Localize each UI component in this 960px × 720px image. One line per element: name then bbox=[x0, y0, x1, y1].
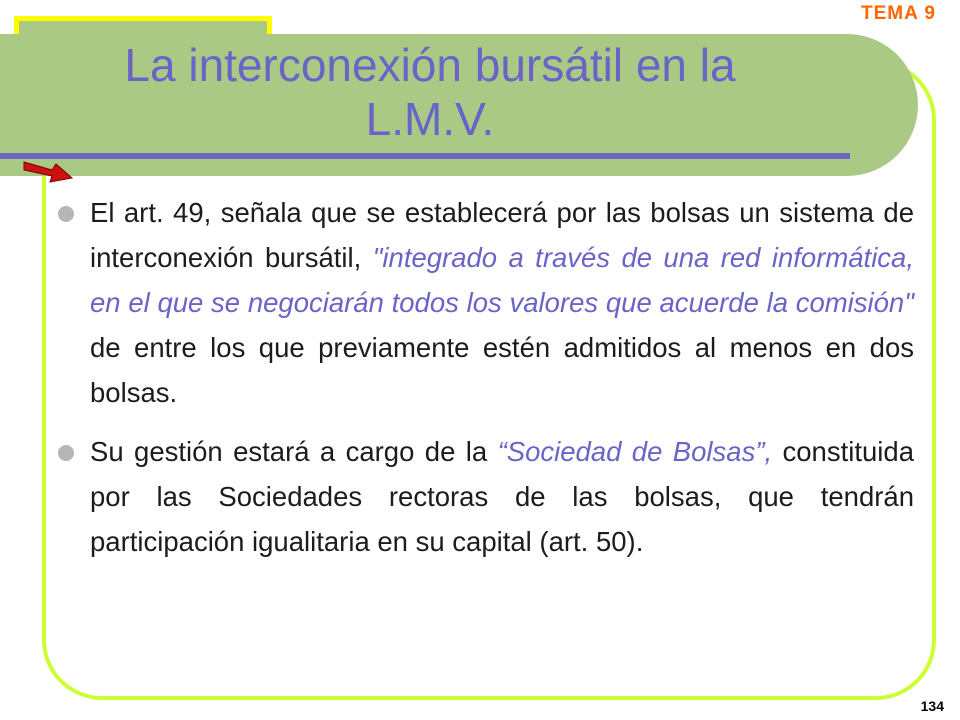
page-number: 134 bbox=[920, 698, 944, 714]
bullet-2-quote: “Sociedad de Bolsas”, bbox=[497, 436, 773, 467]
bullet-2-text: Su gestión estará a cargo de la bbox=[90, 436, 498, 467]
title-line-1: La interconexión bursátil en la bbox=[124, 39, 736, 91]
bullet-item-1 bbox=[58, 190, 914, 415]
bullet-item-2 bbox=[58, 429, 914, 564]
bullet-list bbox=[58, 190, 914, 578]
title-line-2: L.M.V. bbox=[365, 93, 495, 145]
tema-label: TEMA 9 bbox=[861, 3, 936, 24]
bullet-1-text-end: de entre los que previamente estén admitidos al menos en dos bolsas. bbox=[90, 332, 914, 408]
bullet-dot bbox=[58, 445, 74, 461]
title-underline bbox=[0, 153, 850, 159]
bullet-1-quote: "integrado a través de una red informática, en el que se negociarán todos los valores que acuerde la comisión" bbox=[90, 242, 914, 318]
bullet-2-text-end: constituida por las Sociedades rectoras de las bolsas, que tendrán participación igualitaria en su capital (art. 50). bbox=[90, 436, 914, 557]
slide-title bbox=[40, 38, 820, 146]
bullet-1-text: El art. 49, señala que se establecerá por las bolsas un sistema de interconexión bursátil, bbox=[90, 197, 914, 273]
red-arrow-icon bbox=[22, 156, 74, 186]
bullet-dot bbox=[58, 206, 74, 222]
